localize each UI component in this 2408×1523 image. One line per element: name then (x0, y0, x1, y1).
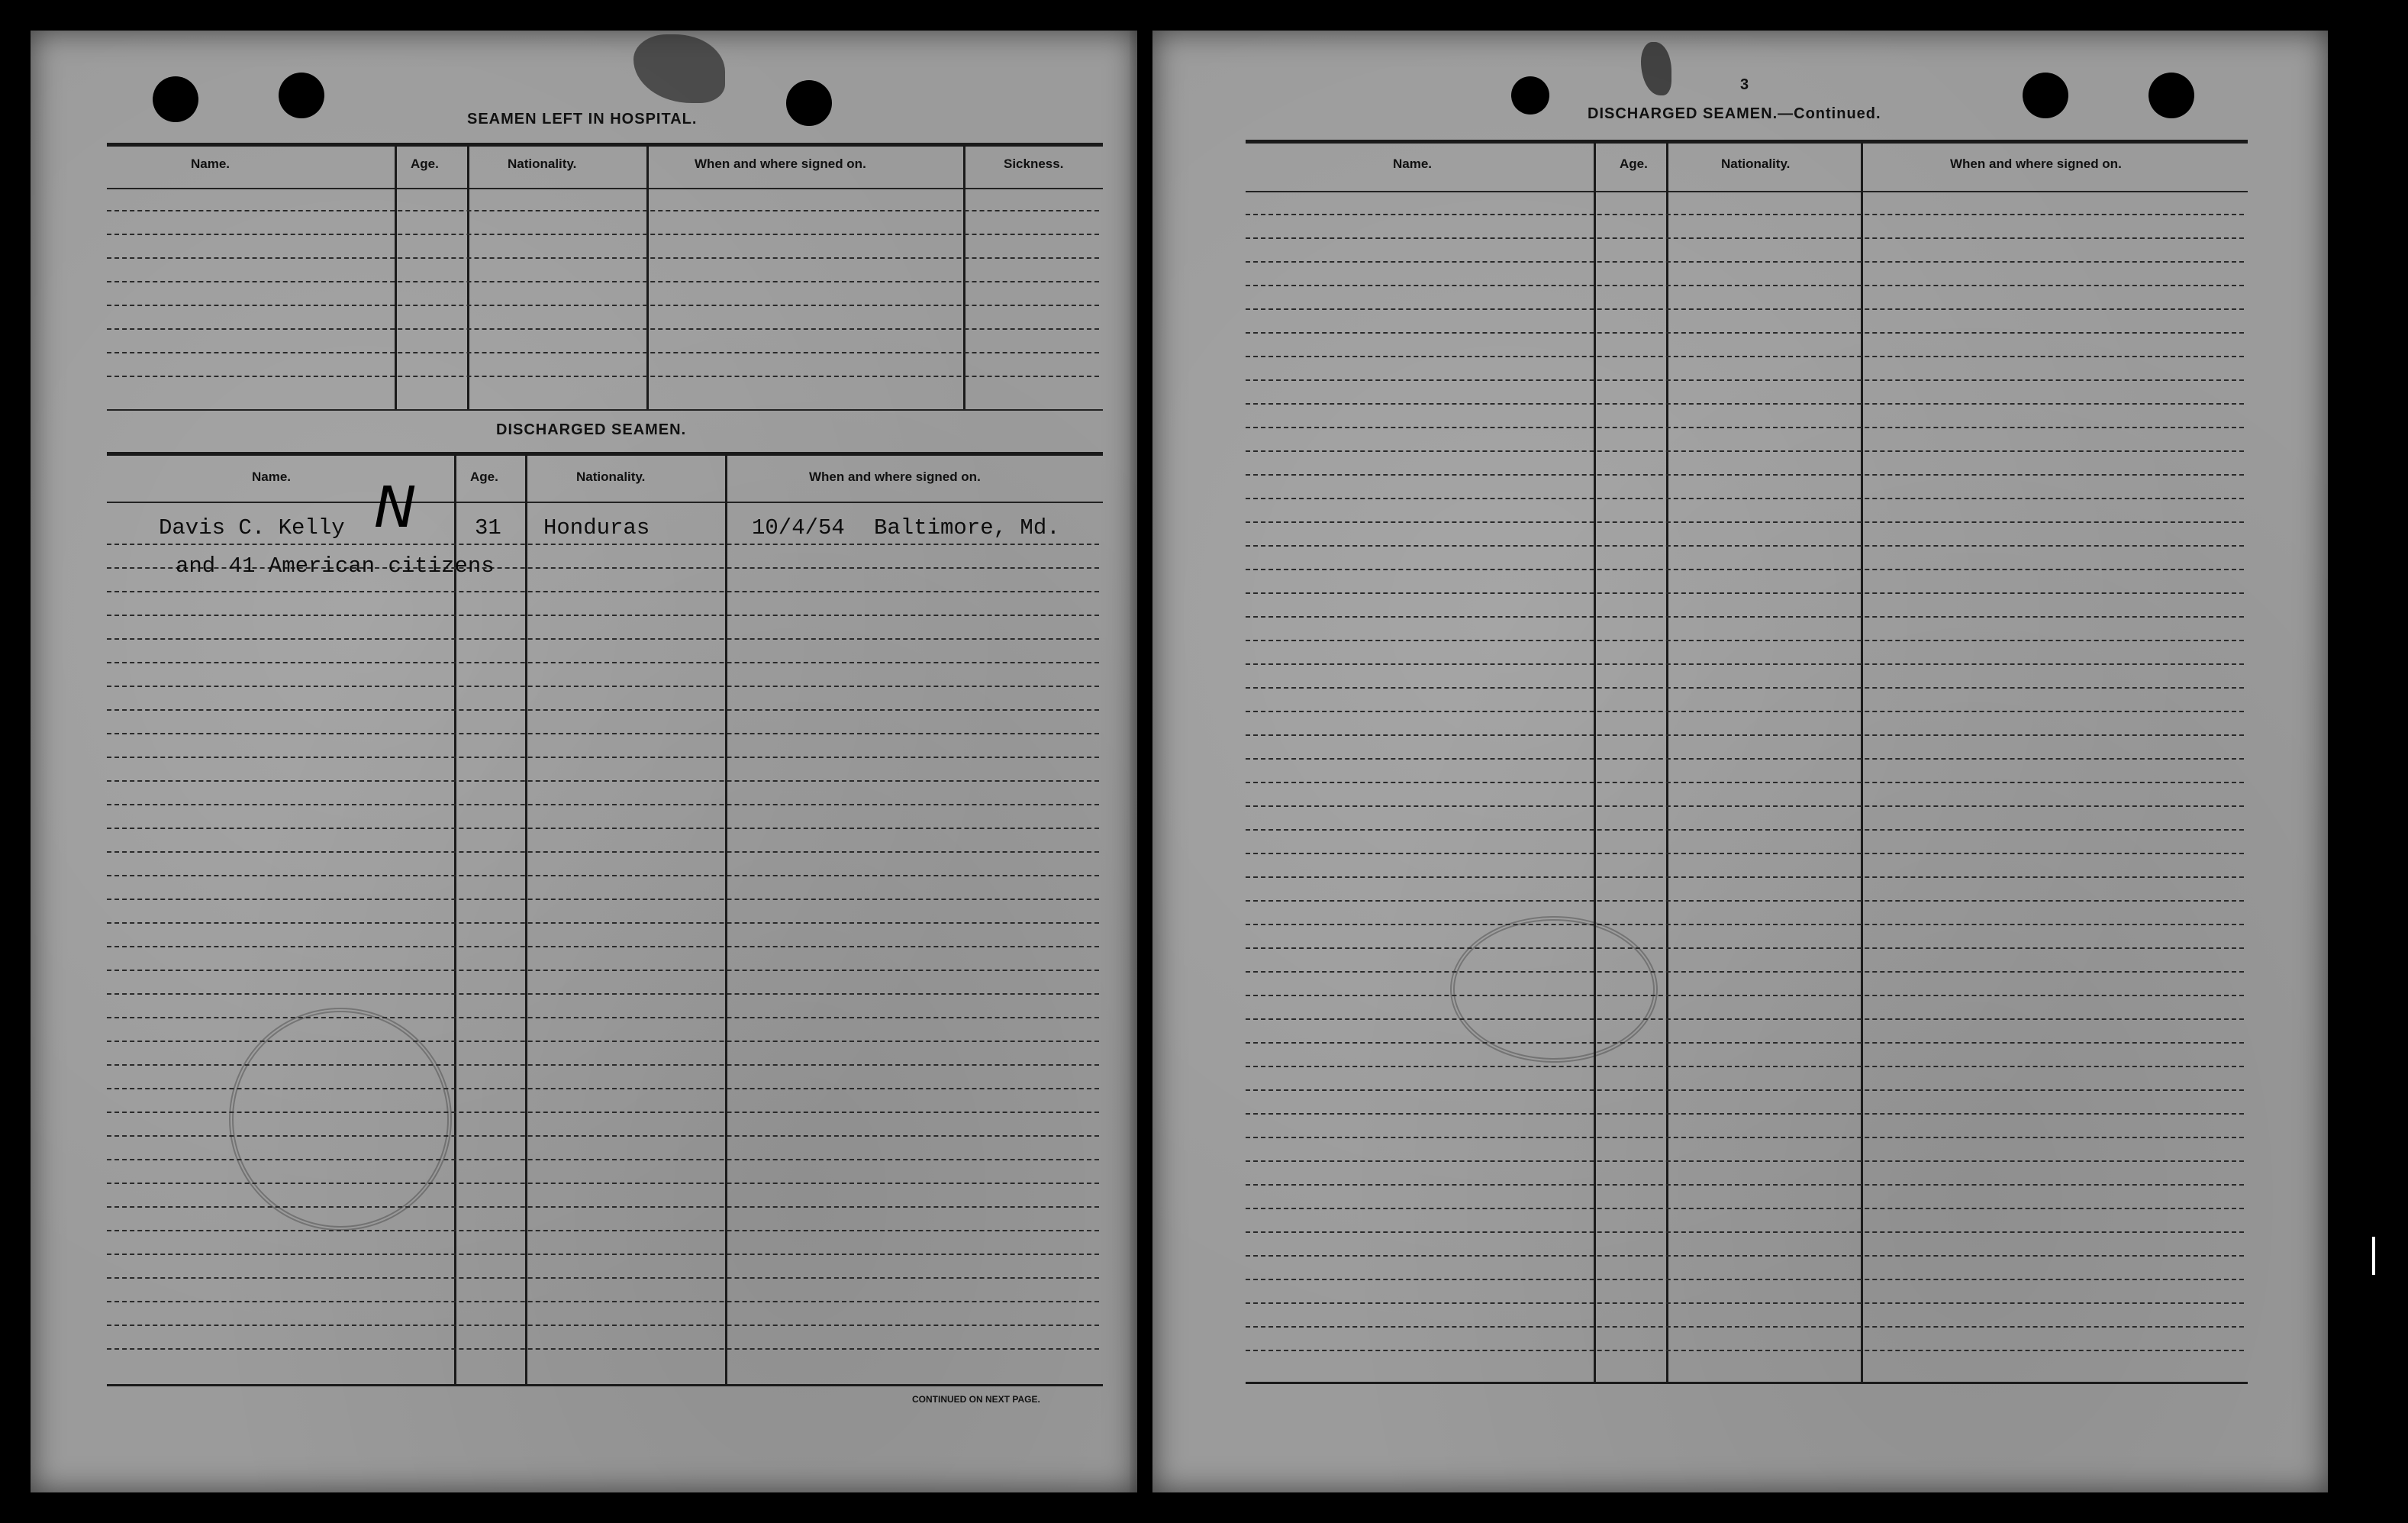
dotted-rule (107, 993, 1099, 995)
hospital-col-divider (395, 145, 397, 409)
dotted-rule (107, 376, 1099, 377)
dotted-rule (107, 1325, 1099, 1326)
dotted-rule (1246, 498, 2244, 499)
dotted-rule (1246, 237, 2244, 239)
dotted-rule (107, 544, 1099, 545)
dotted-rule (1246, 663, 2244, 665)
hospital-header-rule (107, 188, 1103, 189)
continued-col-nationality: Nationality. (1721, 156, 1791, 171)
dotted-rule (107, 922, 1099, 924)
dotted-rule (1246, 1255, 2244, 1257)
dotted-rule (107, 210, 1099, 211)
dotted-rule (1246, 616, 2244, 618)
discharged-col-divider (725, 454, 727, 1384)
dotted-rule (107, 234, 1099, 235)
dotted-rule (1246, 876, 2244, 878)
dotted-rule (107, 1135, 1099, 1137)
dotted-rule (107, 1183, 1099, 1184)
continued-col-divider (1666, 142, 1668, 1382)
dotted-rule (1246, 521, 2244, 523)
dotted-rule (1246, 1184, 2244, 1186)
continued-bottom-rule (1246, 1382, 2248, 1384)
continued-section-title: DISCHARGED SEAMEN.—Continued. (1588, 105, 1881, 122)
punch-hole (2149, 73, 2194, 118)
dotted-rule (107, 328, 1099, 330)
dotted-rule (107, 662, 1099, 663)
dotted-rule (107, 970, 1099, 971)
dotted-rule (107, 828, 1099, 829)
dotted-rule (1246, 1066, 2244, 1067)
hospital-col-signed-on: When and where signed on. (695, 156, 866, 171)
dotted-rule (107, 1159, 1099, 1160)
punch-hole (1511, 76, 1549, 115)
dotted-rule (1246, 782, 2244, 783)
continued-col-age: Age. (1620, 156, 1648, 171)
handwritten-check-mark: N (374, 475, 417, 540)
discharged-top-rule (107, 452, 1103, 456)
dotted-rule (107, 851, 1099, 853)
dotted-rule (1246, 640, 2244, 641)
dotted-rule (1246, 1113, 2244, 1115)
dotted-rule (1246, 687, 2244, 689)
faded-stamp (1450, 916, 1658, 1063)
dotted-rule (107, 1230, 1099, 1231)
dotted-rule (107, 686, 1099, 687)
dotted-rule (107, 1041, 1099, 1042)
punch-hole (2023, 73, 2068, 118)
right-page (1152, 31, 2328, 1492)
discharged-row-1-signed-place: Baltimore, Md. (874, 515, 1060, 540)
dotted-rule (107, 305, 1099, 306)
dotted-rule (1246, 592, 2244, 594)
dotted-rule (1246, 995, 2244, 996)
dotted-rule (1246, 1137, 2244, 1138)
continued-col-divider (1594, 142, 1596, 1382)
dotted-rule (1246, 1302, 2244, 1304)
punch-hole (786, 80, 832, 126)
discharged-header-rule (107, 502, 1103, 503)
dotted-rule (1246, 853, 2244, 854)
discharged-section-title: DISCHARGED SEAMEN. (496, 421, 687, 438)
dotted-rule (1246, 1089, 2244, 1091)
dotted-rule (1246, 1326, 2244, 1328)
dotted-rule (1246, 356, 2244, 357)
discharged-row-2-name: and 41 American citizens (176, 553, 495, 579)
dotted-rule (107, 1301, 1099, 1302)
dotted-rule (1246, 758, 2244, 760)
continued-top-rule (1246, 140, 2248, 144)
dotted-rule (1246, 379, 2244, 381)
hospital-col-nationality: Nationality. (508, 156, 577, 171)
dotted-rule (107, 1254, 1099, 1255)
dotted-rule (1246, 569, 2244, 570)
dotted-rule (1246, 711, 2244, 712)
continued-col-signed-on: When and where signed on. (1950, 156, 2122, 171)
dotted-rule (1246, 1279, 2244, 1280)
dotted-rule (107, 899, 1099, 900)
discharged-row-1-signed-date: 10/4/54 (752, 515, 845, 540)
dotted-rule (107, 757, 1099, 758)
dotted-rule (1246, 308, 2244, 310)
dotted-rule (1246, 900, 2244, 902)
dotted-rule (107, 352, 1099, 353)
discharged-col-divider (454, 454, 456, 1384)
page-number: 3 (1740, 76, 1749, 93)
dotted-rule (1246, 805, 2244, 807)
dotted-rule (107, 1088, 1099, 1089)
dotted-rule (107, 1017, 1099, 1018)
discharged-col-nationality: Nationality. (576, 469, 646, 484)
hospital-col-sickness: Sickness. (1004, 156, 1064, 171)
discharged-col-age: Age. (470, 469, 498, 484)
continued-col-divider (1861, 142, 1863, 1382)
dotted-rule (1246, 285, 2244, 286)
continued-header-rule (1246, 191, 2248, 192)
dotted-rule (1246, 829, 2244, 831)
dotted-rule (1246, 545, 2244, 547)
hospital-col-name: Name. (191, 156, 230, 171)
discharged-col-divider (525, 454, 527, 1384)
dotted-rule (1246, 947, 2244, 949)
dotted-rule (107, 946, 1099, 947)
hospital-col-divider (963, 145, 965, 409)
dotted-rule (107, 1064, 1099, 1066)
dotted-rule (107, 591, 1099, 592)
dotted-rule (107, 1348, 1099, 1350)
hospital-section-title: SEAMEN LEFT IN HOSPITAL. (467, 111, 698, 127)
continued-footer: CONTINUED ON NEXT PAGE. (912, 1394, 1040, 1405)
dotted-rule (107, 875, 1099, 876)
dotted-rule (107, 709, 1099, 711)
dotted-rule (1246, 1231, 2244, 1233)
hospital-top-rule (107, 143, 1103, 147)
dotted-rule (107, 1206, 1099, 1208)
dotted-rule (1246, 971, 2244, 973)
dotted-rule (1246, 1350, 2244, 1351)
dotted-rule (107, 638, 1099, 640)
dotted-rule (1246, 214, 2244, 215)
dotted-rule (107, 257, 1099, 259)
hospital-bottom-rule (107, 409, 1103, 411)
discharged-col-signed-on: When and where signed on. (809, 469, 981, 484)
dotted-rule (107, 615, 1099, 616)
dotted-rule (1246, 427, 2244, 428)
dotted-rule (1246, 450, 2244, 452)
dotted-rule (107, 1277, 1099, 1279)
punch-hole (153, 76, 198, 122)
dotted-rule (1246, 734, 2244, 736)
dotted-rule (107, 1112, 1099, 1113)
hospital-col-divider (467, 145, 469, 409)
dotted-rule (107, 733, 1099, 734)
dotted-rule (1246, 1018, 2244, 1020)
hospital-col-age: Age. (411, 156, 439, 171)
discharged-bottom-rule (107, 1384, 1103, 1386)
dotted-rule (1246, 1208, 2244, 1209)
dotted-rule (1246, 261, 2244, 263)
hospital-col-divider (646, 145, 649, 409)
dotted-rule (1246, 1160, 2244, 1162)
discharged-row-1-name: Davis C. Kelly (159, 515, 345, 540)
discharged-row-1-age: 31 (475, 515, 501, 540)
scan-edge-mark (2372, 1237, 2375, 1275)
continued-col-name: Name. (1393, 156, 1433, 171)
dotted-rule (1246, 474, 2244, 476)
discharged-row-1-nationality: Honduras (543, 515, 650, 540)
left-page (31, 31, 1137, 1492)
dotted-rule (107, 780, 1099, 782)
dotted-rule (1246, 1042, 2244, 1044)
dotted-rule (107, 804, 1099, 805)
dotted-rule (1246, 403, 2244, 405)
discharged-col-name: Name. (252, 469, 292, 484)
dotted-rule (107, 281, 1099, 282)
punch-hole (279, 73, 324, 118)
dotted-rule (1246, 924, 2244, 925)
dotted-rule (1246, 332, 2244, 334)
